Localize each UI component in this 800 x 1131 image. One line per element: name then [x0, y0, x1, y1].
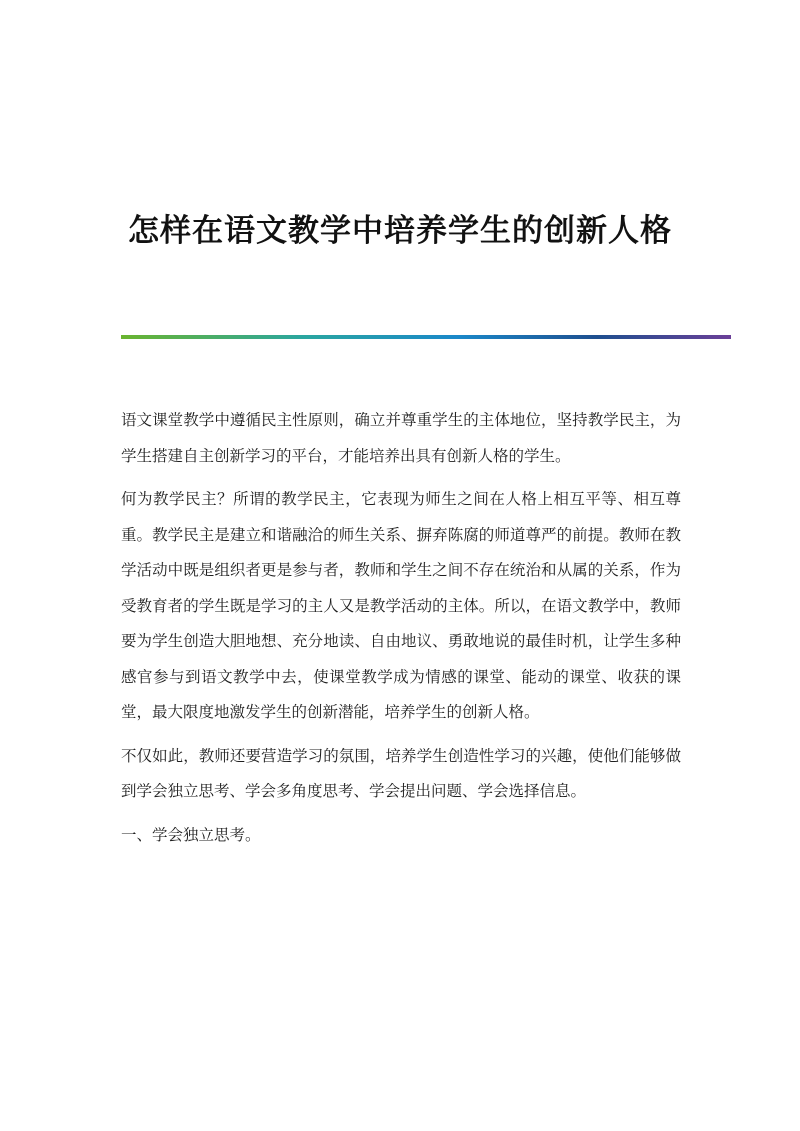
paragraph-learning-atmosphere: 不仅如此，教师还要营造学习的氛围，培养学生创造性学习的兴趣，使他们能够做到学会独立思考、学会多角度思考、学会提出问题、学会选择信息。	[121, 746, 681, 800]
document-body	[121, 403, 681, 861]
paragraph-teaching-democracy: 何为教学民主？所谓的教学民主，它表现为师生之间在人格上相互平等、相互尊重。教学民主是建立和谐融洽的师生关系、摒弃陈腐的师道尊严的前提。教师在教学活动中既是组织者更是参与者，教师和学生之间不存在统治和从属的关系，作为受教育者的学生既是学习的主人又是教学活动的主体。所以，在语文教学中，教师要为学生创造大胆地想、充分地读、自由地议、勇敢地说的最佳时机，让学生多种感官参与到语文教学中去，使课堂教学成为情感的课堂、能动的课堂、收获的课堂，最大限度地激发学生的创新潜能，培养学生的创新人格。	[121, 490, 681, 721]
paragraph-principle: 语文课堂教学中遵循民主性原则，确立并尊重学生的主体地位，坚持教学民主，为学生搭建自主创新学习的平台，才能培养出具有创新人格的学生。	[121, 411, 681, 465]
gradient-divider	[121, 335, 731, 339]
section-heading-independent-thinking: 一、学会独立思考。	[121, 825, 261, 844]
document-title: 怎样在语文教学中培养学生的创新人格	[128, 212, 672, 249]
